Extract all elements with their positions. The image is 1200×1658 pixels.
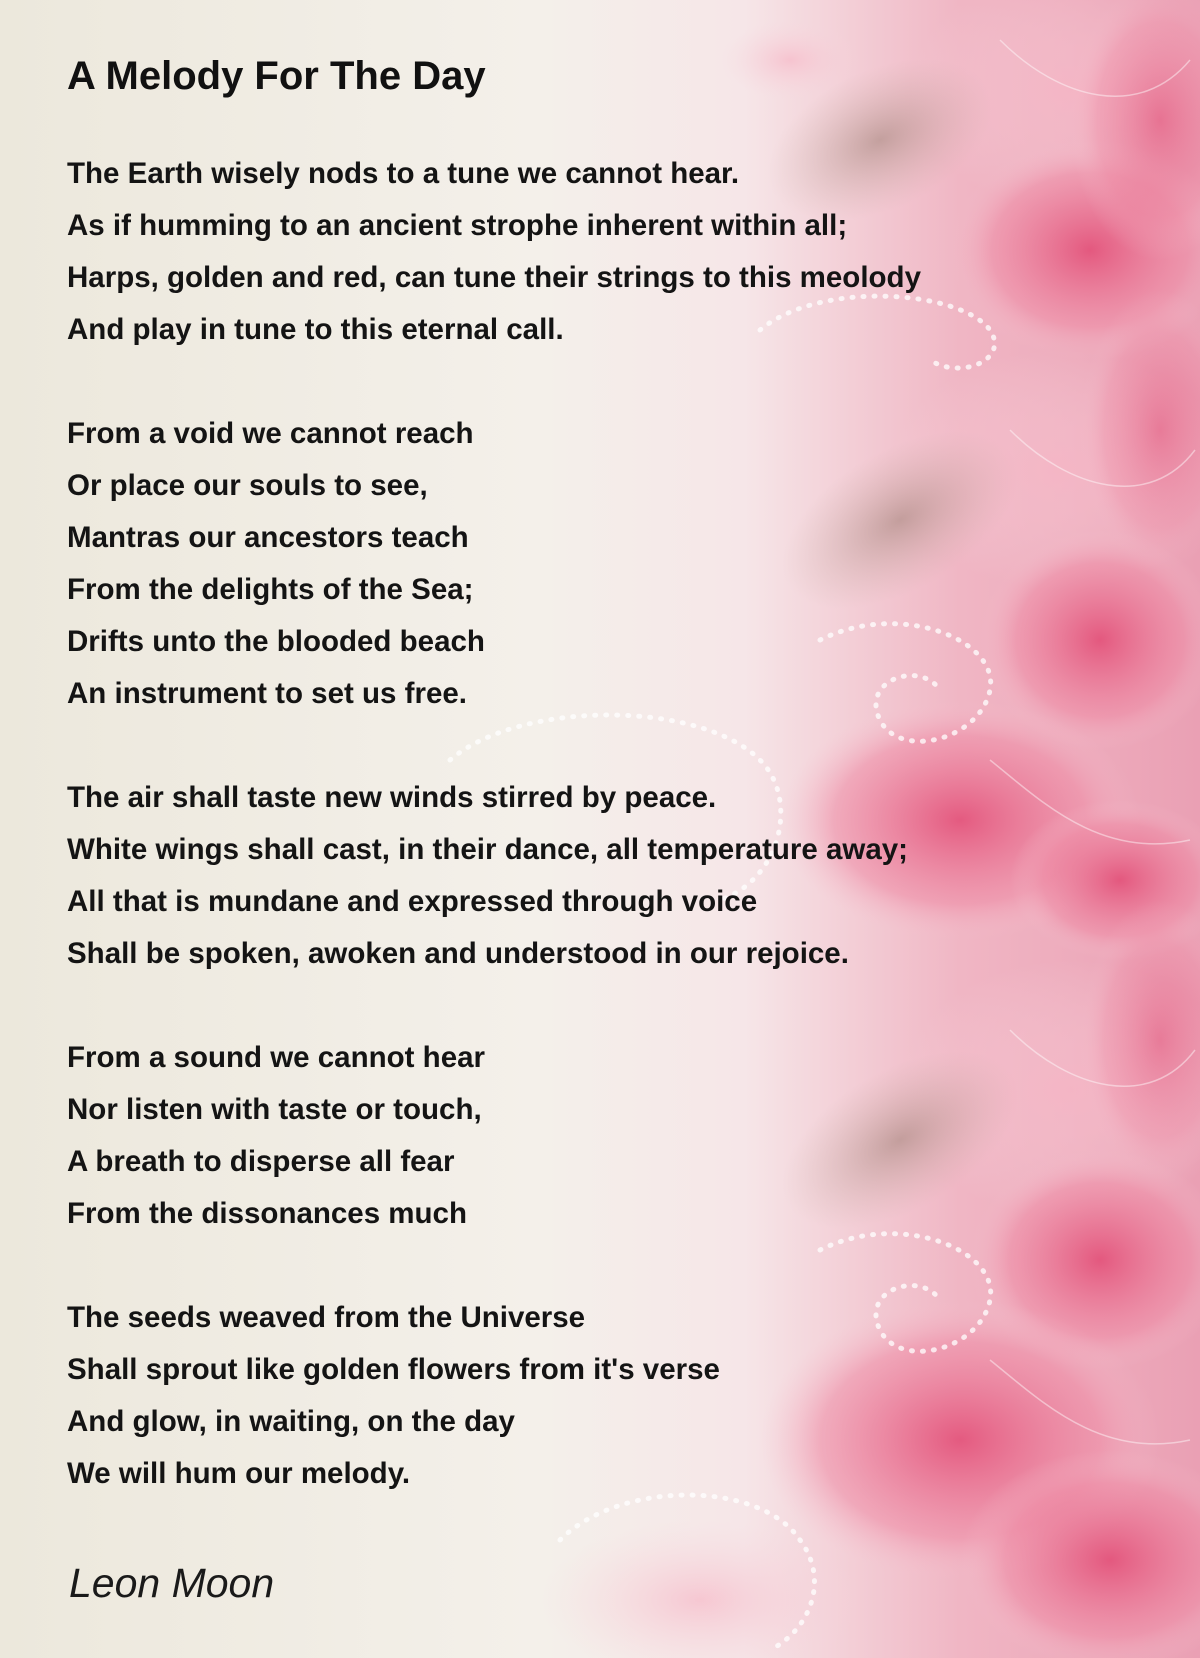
poem-body	[67, 148, 1127, 1552]
poem-line: And glow, in waiting, on the day	[67, 1405, 515, 1438]
poem-line: Nor listen with taste or touch,	[67, 1093, 482, 1126]
poem-line: An instrument to set us free.	[67, 677, 467, 710]
poem-line: Harps, golden and red, can tune their strings to this meolody	[67, 261, 921, 294]
stanza	[67, 772, 1127, 980]
poem-line: A breath to disperse all fear	[67, 1145, 455, 1178]
poem-author: Leon Moon	[69, 1560, 275, 1606]
poem-line: The seeds weaved from the Universe	[67, 1301, 586, 1334]
stanza	[67, 408, 1127, 720]
poem-line: All that is mundane and expressed through voice	[67, 885, 758, 918]
stanza	[67, 1292, 1127, 1500]
poem-line: Or place our souls to see,	[67, 469, 428, 502]
poem-line: From the delights of the Sea;	[67, 573, 474, 606]
poem-line: The air shall taste new winds stirred by peace.	[67, 781, 717, 814]
poem-line: Shall sprout like golden flowers from it's verse	[67, 1353, 720, 1386]
poem-line: We will hum our melody.	[67, 1457, 411, 1490]
poem-line: The Earth wisely nods to a tune we cannot hear.	[67, 157, 740, 190]
poem-line: Mantras our ancestors teach	[67, 521, 469, 554]
poem-line: White wings shall cast, in their dance, all temperature away;	[67, 833, 908, 866]
poem-line: And play in tune to this eternal call.	[67, 313, 564, 346]
poem-line: From the dissonances much	[67, 1197, 467, 1230]
stanza	[67, 148, 1127, 356]
poem-title: A Melody For The Day	[67, 54, 486, 98]
poem-line: Shall be spoken, awoken and understood in our rejoice.	[67, 937, 849, 970]
poem-line: As if humming to an ancient strophe inherent within all;	[67, 209, 848, 242]
poem-line: From a void we cannot reach	[67, 417, 474, 450]
poem-line: Drifts unto the blooded beach	[67, 625, 485, 658]
poem-line: From a sound we cannot hear	[67, 1041, 485, 1074]
stanza	[67, 1032, 1127, 1240]
